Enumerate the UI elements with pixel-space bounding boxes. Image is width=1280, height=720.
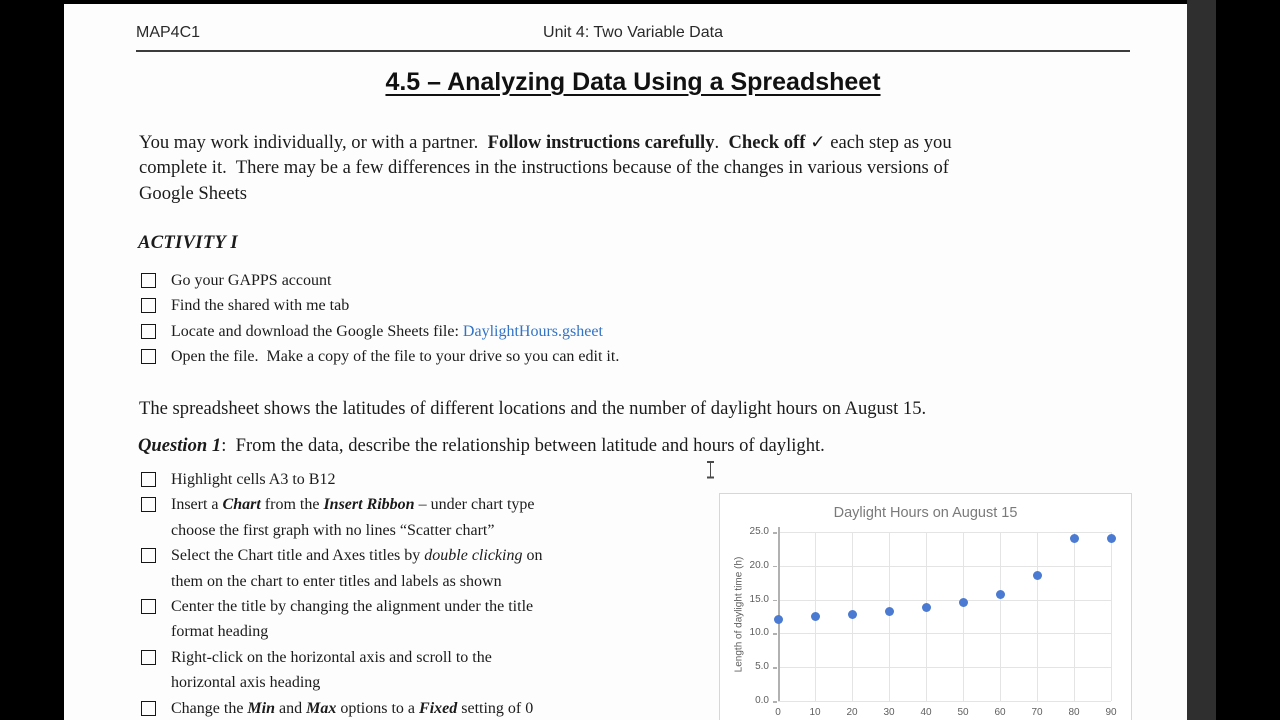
checklist-item-text [171,344,619,369]
text-run: Open the file. Make a copy of the file to your drive so you can edit it. [171,348,620,366]
checklist-item-text [171,594,533,645]
gridline-horizontal [778,566,1111,567]
text-run: Insert Ribbon [323,496,415,514]
data-point [922,603,931,612]
y-tick-mark [773,566,777,568]
text-run: Min [247,699,275,717]
checklist-item [141,467,542,492]
text-run: choose the first graph with no lines “Scatter chart” [171,521,495,539]
checklist-item-text [171,467,335,492]
checkbox-icon [141,298,156,313]
scatter-chart [719,493,1132,720]
text-run: and [275,699,307,717]
gridline-vertical [889,532,890,701]
x-tick-label: 30 [883,707,895,718]
y-tick-label: 5.0 [755,661,769,673]
text-run: horizontal axis heading [171,674,321,692]
gridline-horizontal [778,600,1111,601]
text-run: : From the data, describe the relationship between latitude and hours of daylight. [221,435,825,456]
data-point [996,590,1005,599]
text-run: Chart [222,496,261,514]
y-tick-label: 25.0 [749,526,769,537]
x-tick-label: 20 [846,707,858,718]
x-tick-label: 60 [994,707,1006,718]
checkbox-icon [141,548,156,563]
gridline-vertical [1000,532,1001,701]
x-tick-label: 10 [809,707,821,718]
checklist-item-text [171,492,535,543]
text-run: Select the Chart title and Axes titles by [171,547,425,565]
text-run: Right-click on the horizontal axis and scroll to the [171,648,492,666]
gridline-horizontal [778,633,1111,634]
checklist-item-text [171,543,542,594]
text-run: format heading [171,623,269,641]
checkbox-icon [141,599,156,614]
text-run: complete it. There may be a few differences in the instructions because of the changes in various versions of [139,157,949,179]
x-tick-label: 50 [957,707,969,718]
data-point [959,598,968,607]
data-point [1107,534,1116,543]
x-tick-label: 40 [920,707,932,718]
text-run: Find the shared with me tab [171,297,350,315]
text-run: ✓ each step as you [810,132,952,153]
checkbox-icon [141,273,156,288]
checklist-item [141,344,619,369]
course-code: MAP4C1 [136,24,201,41]
text-run: Check off [728,132,811,153]
question-1 [138,433,825,458]
text-run: – under chart type [414,496,535,514]
text-run: Question 1 [138,435,222,456]
data-point [811,612,820,621]
checklist-item-text [171,293,349,318]
x-tick-label: 80 [1068,707,1080,718]
text-run: Go your GAPPS account [171,272,332,289]
data-point [1070,534,1079,543]
checklist-item [141,492,542,543]
text-run: . [714,132,729,153]
y-tick-mark [773,532,777,534]
text-run: options to a [336,699,420,717]
checklist-item [141,319,619,344]
data-point [1033,571,1042,580]
chart-title: Daylight Hours on August 15 [833,505,1018,521]
text-run: them on the chart to enter titles and labels as shown [171,572,502,590]
gridline-vertical [963,532,964,701]
document-header [136,24,1130,48]
checkbox-icon [141,650,156,665]
question1-checklist [141,467,542,720]
gridline-horizontal [778,667,1111,668]
checkbox-icon [141,701,156,716]
gridline-vertical [1111,532,1112,701]
text-run: Max [306,699,337,717]
activity-checklist [141,268,619,370]
gridline-vertical [1074,532,1075,701]
activity-heading: ACTIVITY I [138,232,238,253]
text-run: Insert a [171,496,223,514]
checklist-item-text [171,268,331,293]
y-tick-label: 15.0 [749,593,769,605]
checklist-item-text [171,319,603,344]
y-tick-label: 0.0 [755,695,769,706]
x-tick-label: 90 [1105,707,1117,718]
text-run: Highlight cells A3 to B12 [171,471,336,488]
unit-title: Unit 4: Two Variable Data [543,24,723,41]
page-title: 4.5 – Analyzing Data Using a Spreadsheet [385,68,881,96]
document-page [64,4,1187,720]
text-run: You may work individually, or with a partner. [139,132,488,153]
data-point [774,615,783,624]
y-tick-mark [773,633,777,635]
checkbox-icon [141,324,156,339]
y-tick-label: 20.0 [749,559,769,571]
checkbox-icon [141,497,156,512]
text-cursor-ibeam [706,461,715,478]
y-tick-mark [773,667,777,669]
text-run: Locate and download the Google Sheets file: [171,322,463,340]
daylighthours-link[interactable]: DaylightHours.gsheet [462,322,603,340]
text-run: Change the [171,699,248,717]
gridline-vertical [926,532,927,701]
text-run: setting of 0 [457,699,534,717]
gridline-horizontal [778,532,1111,533]
checklist-item [141,594,542,645]
data-point [885,607,894,616]
x-tick-label: 0 [775,707,781,718]
checklist-item [141,268,619,293]
chart-y-axis-label: Length of daylight time (h) [733,556,745,673]
checkbox-icon [141,349,156,364]
checklist-item [141,543,542,594]
header-divider [136,50,1130,52]
checklist-item [141,696,542,720]
x-tick-label: 70 [1031,707,1043,718]
y-tick-mark [773,701,777,703]
checkbox-icon [141,472,156,487]
text-run: from the [260,496,324,514]
y-tick-mark [773,600,777,602]
gridline-horizontal [778,701,1111,702]
spreadsheet-note: The spreadsheet shows the latitudes of different locations and the number of daylight hours on August 15. [139,398,927,419]
checklist-item-text [171,645,492,696]
gridline-vertical [1037,532,1038,701]
checklist-item [141,293,619,318]
text-run: double clicking [424,547,523,565]
data-point [848,610,857,619]
text-run: Fixed [419,699,458,717]
text-run: Center the title by changing the alignment under the title [171,597,534,615]
checklist-item-text [171,696,533,720]
checklist-item [141,645,542,696]
right-letterbox-strip [1187,0,1216,720]
text-run: Google Sheets [139,182,247,204]
y-tick-label: 10.0 [749,627,769,639]
intro-paragraph [139,130,952,206]
text-run: Follow instructions carefully [487,132,715,153]
text-run: on [522,547,543,565]
